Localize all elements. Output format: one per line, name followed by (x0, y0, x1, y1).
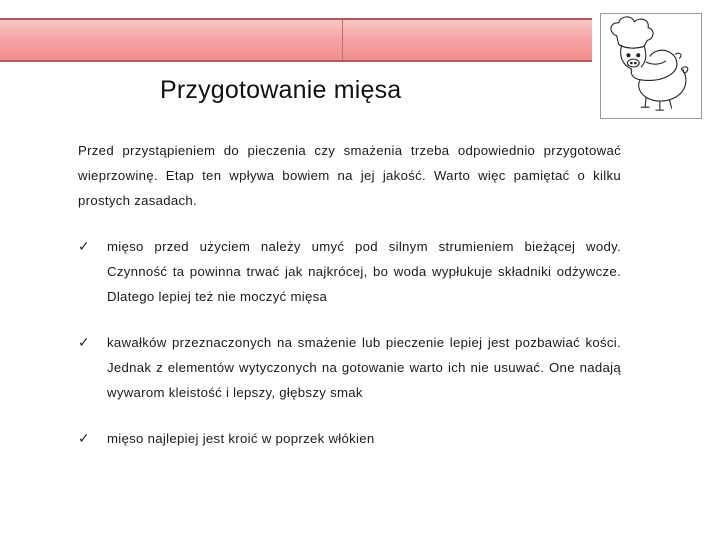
intro-paragraph: Przed przystąpieniem do pieczenia czy smażenia trzeba odpowiednio przygotować wieprzowinę. Etap ten wpływa bowiem na jej jakość. Warto więc pamiętać o kilku prostych zasadach. (78, 143, 621, 208)
list-item (78, 234, 621, 309)
list-item (78, 426, 621, 451)
tips-list (78, 234, 621, 451)
chef-pig-icon (601, 14, 701, 118)
list-item-text: mięso najlepiej jest kroić w poprzek włókien (107, 431, 375, 446)
checkmark-icon: ✓ (78, 430, 91, 446)
list-item-text: mięso przed użyciem należy umyć pod silnym strumieniem bieżącej wody. Czynność ta powinna trwać jak najkrócej, bo woda wypłukuje składniki odżywcze. Dlatego lepiej też nie moczyć mięsa (107, 239, 621, 304)
checkmark-icon: ✓ (78, 238, 91, 254)
page-title: Przygotowanie mięsa (160, 76, 402, 104)
checkmark-icon: ✓ (78, 334, 91, 350)
header-bar (0, 18, 592, 62)
header-divider (342, 20, 343, 60)
list-item-text: kawałków przeznaczonych na smażenie lub pieczenie lepiej jest pozbawiać kości. Jednak z elementów wytyczonych na gotowanie warto ich nie usuwać. One nadają wywarom kleistość i lepszy, głębszy smak (107, 335, 621, 400)
list-item (78, 330, 621, 405)
logo-box (600, 13, 702, 119)
